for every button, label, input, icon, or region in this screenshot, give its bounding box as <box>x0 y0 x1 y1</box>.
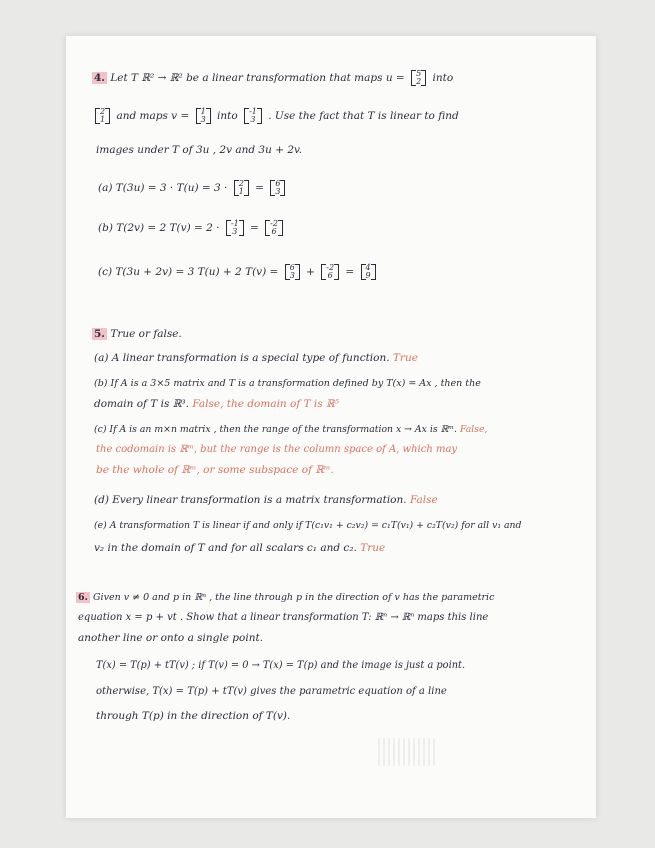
image-of-v: -1 3 <box>244 108 262 124</box>
problem-5-e-line-2: v₂ in the domain of T and for all scalars c₁ and c₂. True <box>94 542 386 554</box>
problem-4-number: 4. <box>94 72 105 84</box>
problem-6-line-2: equation x = p + vt . Show that a linear transformation T: ℝⁿ → ℝⁿ maps this line <box>78 612 489 623</box>
eraser-marks <box>378 738 438 766</box>
problem-5-b-line-2: domain of T is ℝ³. False, the domain of T is ℝ⁵ <box>94 398 339 410</box>
vector-v: 1 3 <box>196 108 211 124</box>
answer-d: False <box>409 494 438 506</box>
problem-6-line-3: another line or onto a single point. <box>78 632 264 644</box>
image-of-u: 2 1 <box>95 108 110 124</box>
problem-4-line-3: images under T of 3u , 2v and 3u + 2v. <box>96 144 303 156</box>
problem-5-c-line-3: be the whole of ℝᵐ, or some subspace of ℝᵐ. <box>96 464 334 476</box>
vector-u: 5 2 <box>411 70 426 86</box>
answer-b: False, the domain of T is ℝ⁵ <box>192 398 339 410</box>
answer-e: True <box>360 542 386 554</box>
problem-5-a: (a) A linear transformation is a special type of function. True <box>94 352 418 364</box>
problem-6-line-1: 6. Given v ≠ 0 and p in ℝⁿ , the line through p in the direction of v has the parametric <box>78 592 495 603</box>
problem-5-c-line-2: the codomain is ℝᵐ, but the range is the column space of A, which may <box>96 444 458 455</box>
problem-5-d: (d) Every linear transformation is a matrix transformation. False <box>94 494 438 506</box>
problem-6-number: 6. <box>78 592 88 603</box>
problem-4-part-b: (b) T(2v) = 2 T(v) = 2 · -1 3 = -2 6 <box>98 220 286 236</box>
answer-a: True <box>392 352 418 364</box>
problem-5-title: 5. True or false. <box>94 328 182 340</box>
solution-6-line-2: otherwise, T(x) = T(p) + tT(v) gives the parametric equation of a line <box>96 686 447 697</box>
problem-4-part-c: (c) T(3u + 2v) = 3 T(u) + 2 T(v) = 6 3 + -2 6 = 4 9 <box>98 264 379 280</box>
problem-4-line-2: 2 1 and maps v = 1 3 into -1 3 . Use the fact that T is linear to find <box>92 108 459 124</box>
problem-5-b-line-1: (b) If A is a 3×5 matrix and T is a transformation defined by T(x) = Ax , then the <box>94 378 481 389</box>
problem-5-number: 5. <box>94 328 105 340</box>
solution-6-line-3: through T(p) in the direction of T(v). <box>96 710 291 722</box>
problem-4-line-1: 4. Let T ℝ² → ℝ² be a linear transformation that maps u = 5 2 into <box>94 69 454 86</box>
problem-4-part-a: (a) T(3u) = 3 · T(u) = 3 · 2 1 = 6 3 <box>98 180 288 196</box>
problem-5-c-line-1: (c) If A is an m×n matrix , then the range of the transformation x → Ax is ℝᵐ. False, <box>94 424 488 435</box>
problem-5-e-line-1: (e) A transformation T is linear if and only if T(c₁v₁ + c₂v₂) = c₁T(v₁) + c₂T(v₂) for all v₁ and <box>94 520 522 531</box>
answer-c: False, <box>459 424 488 435</box>
solution-6-line-1: T(x) = T(p) + tT(v) ; if T(v) = 0 → T(x) = T(p) and the image is just a point. <box>96 660 466 671</box>
